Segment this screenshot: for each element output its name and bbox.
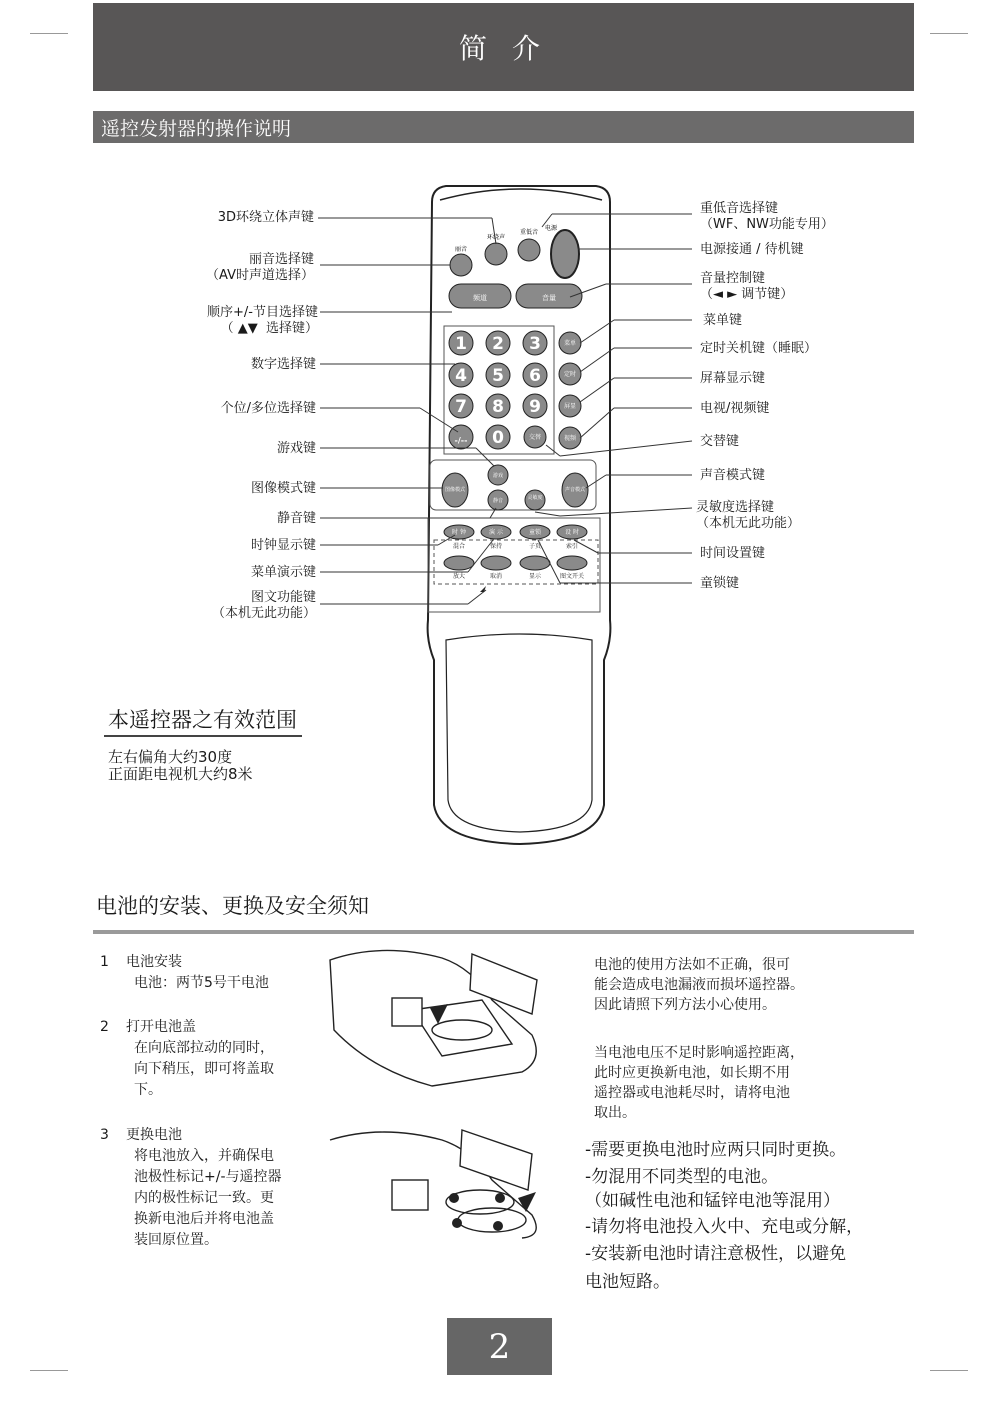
digit-label: 7 bbox=[455, 397, 467, 417]
label-clock: 时钟显示键 bbox=[250, 538, 316, 553]
btn-label-sens: 灵敏度 bbox=[527, 495, 543, 501]
bass-button[interactable] bbox=[518, 239, 540, 261]
btn-label-swap: 交替 bbox=[528, 434, 542, 441]
btn-label-bass: 重低音 bbox=[519, 229, 539, 236]
label-mute: 静音键 bbox=[276, 511, 316, 526]
tx6-button[interactable] bbox=[481, 556, 511, 570]
btn-label-tx2: 保持 bbox=[489, 543, 503, 550]
battery-divider bbox=[93, 930, 914, 934]
btn-label-set: 设 时 bbox=[565, 529, 579, 536]
label-power: 电源接通 / 待机键 bbox=[700, 242, 804, 257]
warning-5: -安装新电池时请注意极性，以避免 bbox=[585, 1244, 847, 1264]
power-button[interactable] bbox=[551, 230, 579, 278]
btn-label-demo: 演 示 bbox=[489, 529, 503, 536]
tx8-button[interactable] bbox=[557, 556, 587, 570]
btn-label-timer: 定时 bbox=[563, 371, 577, 378]
btn-label-sound: 声音模式 bbox=[564, 487, 586, 493]
warning-3: （如碱性电池和锰锌电池等混用） bbox=[585, 1191, 840, 1211]
label-sound-mode: 声音模式键 bbox=[700, 468, 766, 483]
step-heading: 电池安装 bbox=[126, 954, 182, 970]
step-install bbox=[100, 952, 320, 996]
page-title: 简 介 bbox=[93, 3, 914, 91]
label-tv-av: 电视/视频键 bbox=[700, 401, 770, 416]
btn-label-picture: 图像模式 bbox=[444, 487, 466, 493]
btn-label-tvav: 视频 bbox=[563, 435, 577, 442]
section-title: 遥控发射器的操作说明 bbox=[93, 111, 914, 143]
step-number: 2 bbox=[100, 1019, 109, 1035]
btn-label-game: 游戏 bbox=[492, 473, 504, 479]
range-title: 本遥控器之有效范围 bbox=[108, 708, 297, 732]
btn-label-tx5: 放大 bbox=[452, 573, 466, 580]
btn-label-channel: 频道 bbox=[473, 294, 487, 302]
tx7-button[interactable] bbox=[520, 556, 550, 570]
digit-label: 6 bbox=[529, 366, 541, 386]
label-teletext: 图文功能键 （本机无此功能） bbox=[211, 590, 316, 621]
label-nicam: 丽音选择键 （AV时声道选择） bbox=[206, 252, 314, 283]
nicam-button[interactable] bbox=[450, 254, 472, 276]
digit-label: 4 bbox=[455, 366, 467, 386]
battery-title: 电池的安装、更换及安全须知 bbox=[96, 894, 369, 918]
digit-label: 8 bbox=[492, 397, 504, 417]
battery-illustration bbox=[322, 940, 552, 1240]
step-body: 将电池放入，并确保电 池极性标记+/-与遥控器 内的极性标记一致。更 换新电池后并将电池盖 装回原位置。 bbox=[134, 1148, 282, 1248]
digit-label: -/-- bbox=[454, 436, 468, 445]
btn-label-mute: 静音 bbox=[492, 498, 504, 504]
btn-label-tx3: 子页 bbox=[528, 543, 542, 550]
btn-label-menu: 菜单 bbox=[563, 340, 577, 347]
label-game: 游戏键 bbox=[276, 441, 316, 456]
warning-1: -需要更换电池时应两只同时更换。 bbox=[585, 1140, 847, 1160]
step-open-cover bbox=[100, 1017, 320, 1105]
digit-label: 2 bbox=[492, 334, 504, 354]
btn-label-clock: 时 钟 bbox=[452, 529, 466, 536]
step-heading: 打开电池盖 bbox=[126, 1019, 196, 1035]
step-body: 在向底部拉动的同时， 向下稍压，即可将盖取 下。 bbox=[134, 1040, 274, 1098]
label-sleep: 定时关机键（睡眠） bbox=[700, 341, 818, 356]
label-swap: 交替键 bbox=[700, 434, 740, 449]
label-bass: 重低音选择键 （WF、NW功能专用） bbox=[700, 201, 834, 232]
label-digits: 数字选择键 bbox=[250, 357, 316, 372]
tx5-button[interactable] bbox=[444, 556, 474, 570]
crop-mark bbox=[30, 1370, 68, 1371]
label-menu-demo: 菜单演示键 bbox=[250, 565, 316, 580]
digit-label: 9 bbox=[529, 397, 541, 417]
btn-label-tx4: 索引 bbox=[565, 543, 579, 550]
range-underline bbox=[104, 735, 302, 737]
btn-label-volume: 音量 bbox=[542, 294, 556, 302]
warning-4: -请勿将电池投入火中、充电或分解， bbox=[585, 1217, 864, 1237]
arrow-icon bbox=[518, 1192, 536, 1212]
step-number: 1 bbox=[100, 954, 109, 970]
digit-label: 0 bbox=[492, 428, 504, 448]
btn-label-power: 电源 bbox=[544, 225, 558, 232]
warning-2: -勿混用不同类型的电池。 bbox=[585, 1167, 779, 1187]
btn-label-tx7: 显示 bbox=[528, 573, 542, 580]
battery-note-1: 电池的使用方法如不正确，很可 能会造成电池漏液而损坏遥控器。 因此请照下列方法小心使用。 bbox=[594, 957, 804, 1013]
digit-label: 3 bbox=[529, 334, 541, 354]
btn-label-nicam: 丽音 bbox=[454, 246, 468, 253]
surround-button[interactable] bbox=[485, 243, 507, 265]
label-program-select: 顺序+/-节目选择键 （ ▲▼ 选择键） bbox=[207, 305, 318, 336]
label-volume: 音量控制键 （◄ ► 调节键） bbox=[700, 271, 794, 302]
warning-6: 电池短路。 bbox=[585, 1272, 670, 1292]
label-child-lock: 童锁键 bbox=[700, 576, 740, 591]
btn-label-tx1: 混合 bbox=[452, 543, 466, 550]
btn-label-tx6: 取消 bbox=[489, 573, 503, 580]
digit-label: 5 bbox=[492, 366, 504, 386]
label-time-set: 时间设置键 bbox=[700, 546, 766, 561]
range-line-2: 正面距电视机大约8米 bbox=[108, 765, 253, 783]
crop-mark bbox=[930, 1370, 968, 1371]
battery-note-2: 当电池电压不足时影响遥控距离， 此时应更换新电池，如长期不用 遥控器或电池耗尽时，请将电池 取出。 bbox=[594, 1045, 804, 1121]
digit-label: 1 bbox=[455, 334, 467, 354]
label-display: 屏幕显示键 bbox=[700, 371, 766, 386]
label-sensitivity: 灵敏度选择键 （本机无此功能） bbox=[696, 500, 801, 531]
label-3d-surround: 3D环绕立体声键 bbox=[217, 210, 314, 225]
range-line-1: 左右偏角大约30度 bbox=[108, 748, 233, 766]
step-replace bbox=[100, 1125, 320, 1255]
step-body: 电池：两节5号干电池 bbox=[134, 975, 269, 991]
label-digit-mode: 个位/多位选择键 bbox=[220, 401, 316, 416]
btn-label-display: 屏显 bbox=[563, 403, 577, 410]
btn-label-surround: 环绕声 bbox=[486, 234, 506, 241]
label-menu: 菜单键 bbox=[703, 313, 743, 328]
step-heading: 更换电池 bbox=[126, 1127, 182, 1143]
page-number: 2 bbox=[447, 1318, 552, 1375]
step-number: 3 bbox=[100, 1127, 109, 1143]
label-picture-mode: 图像模式键 bbox=[250, 481, 316, 496]
btn-label-tx8: 图文开关 bbox=[559, 573, 585, 580]
btn-label-lock: 童锁 bbox=[528, 529, 542, 536]
